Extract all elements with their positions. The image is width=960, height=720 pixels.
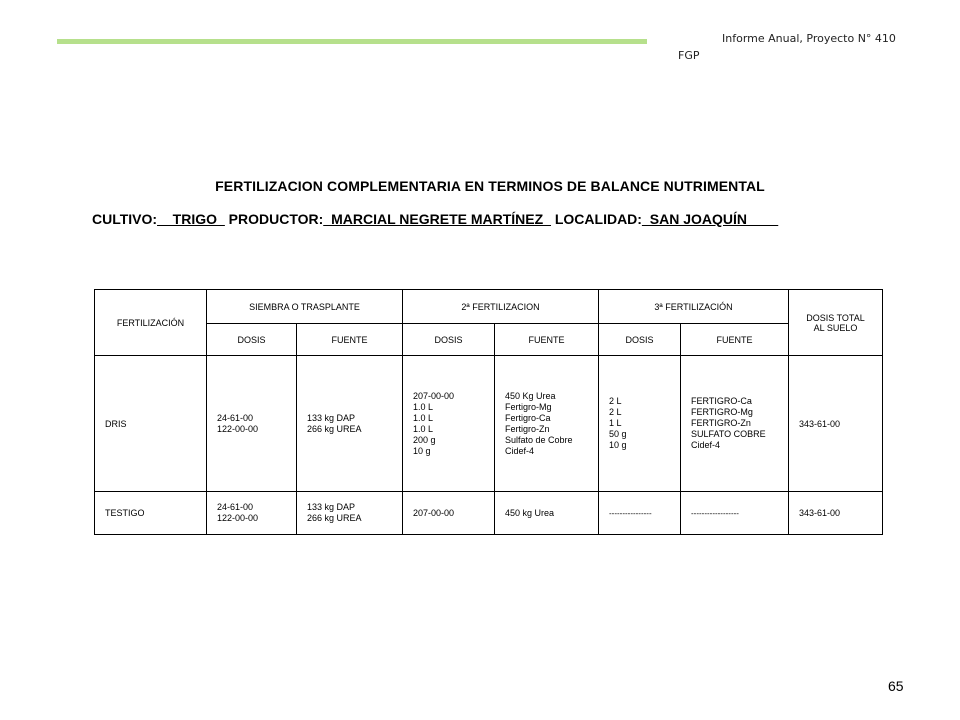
dosis-total-cell: 343-61-00 — [789, 356, 883, 492]
document-title: FERTILIZACION COMPLEMENTARIA EN TERMINOS DE BALANCE NUTRIMENTAL — [215, 178, 765, 194]
siembra-dosis-cell: 24-61-00 122-00-00 — [207, 492, 297, 535]
subheader-dosis: DOSIS — [403, 324, 495, 356]
subheader-fuente: FUENTE — [495, 324, 599, 356]
row-label: TESTIGO — [95, 492, 207, 535]
header-dosis-total: DOSIS TOTAL AL SUELO — [789, 290, 883, 356]
header-siembra: SIEMBRA O TRASPLANTE — [207, 290, 403, 324]
tercera-dosis-cell: ---------------- — [599, 492, 681, 535]
tercera-dosis-cell: 2 L 2 L 1 L 50 g 10 g — [599, 356, 681, 492]
localidad-value: _SAN JOAQUÍN____ — [641, 211, 779, 227]
table-header-row — [95, 290, 883, 324]
subheader-dosis: DOSIS — [207, 324, 297, 356]
segunda-dosis-cell: 207-00-00 — [403, 492, 495, 535]
header-tercera-fertilizacion: 3ª FERTILIZACIÓN — [599, 290, 789, 324]
subheader-fuente: FUENTE — [297, 324, 403, 356]
table-row — [95, 492, 883, 535]
row-label: DRIS — [95, 356, 207, 492]
report-header-title: Informe Anual, Proyecto N° 410 — [722, 32, 896, 45]
localidad-label: LOCALIDAD: — [550, 211, 642, 227]
fertilization-table — [94, 289, 883, 535]
dosis-total-cell: 343-61-00 — [789, 492, 883, 535]
productor-value: _MARCIAL NEGRETE MARTÍNEZ_ — [323, 211, 551, 227]
subheader-dosis: DOSIS — [599, 324, 681, 356]
cultivo-value: __TRIGO_ — [157, 211, 225, 227]
segunda-dosis-cell: 207-00-00 1.0 L 1.0 L 1.0 L 200 g 10 g — [403, 356, 495, 492]
segunda-fuente-cell: 450 Kg Urea Fertigro-Mg Fertigro-Ca Fertigro-Zn Sulfato de Cobre Cidef-4 — [495, 356, 599, 492]
productor-label: PRODUCTOR: — [224, 211, 324, 227]
header-segunda-fertilizacion: 2ª FERTILIZACION — [403, 290, 599, 324]
table-row — [95, 356, 883, 492]
report-header — [678, 30, 918, 64]
siembra-dosis-cell: 24-61-00 122-00-00 — [207, 356, 297, 492]
header-fertilizacion: FERTILIZACIÓN — [95, 290, 207, 356]
cultivo-label: CULTIVO: — [92, 211, 158, 227]
header-accent-bar — [57, 39, 647, 44]
siembra-fuente-cell: 133 kg DAP 266 kg UREA — [297, 356, 403, 492]
tercera-fuente-cell: ------------------ — [681, 492, 789, 535]
siembra-fuente-cell: 133 kg DAP 266 kg UREA — [297, 492, 403, 535]
segunda-fuente-cell: 450 kg Urea — [495, 492, 599, 535]
table-subheader-row — [95, 324, 883, 356]
report-header-code: FGP — [678, 49, 700, 62]
document-subtitle — [92, 211, 912, 227]
page-number: 65 — [888, 678, 904, 694]
subheader-fuente: FUENTE — [681, 324, 789, 356]
tercera-fuente-cell: FERTIGRO-Ca FERTIGRO-Mg FERTIGRO-Zn SULFATO COBRE Cidef-4 — [681, 356, 789, 492]
